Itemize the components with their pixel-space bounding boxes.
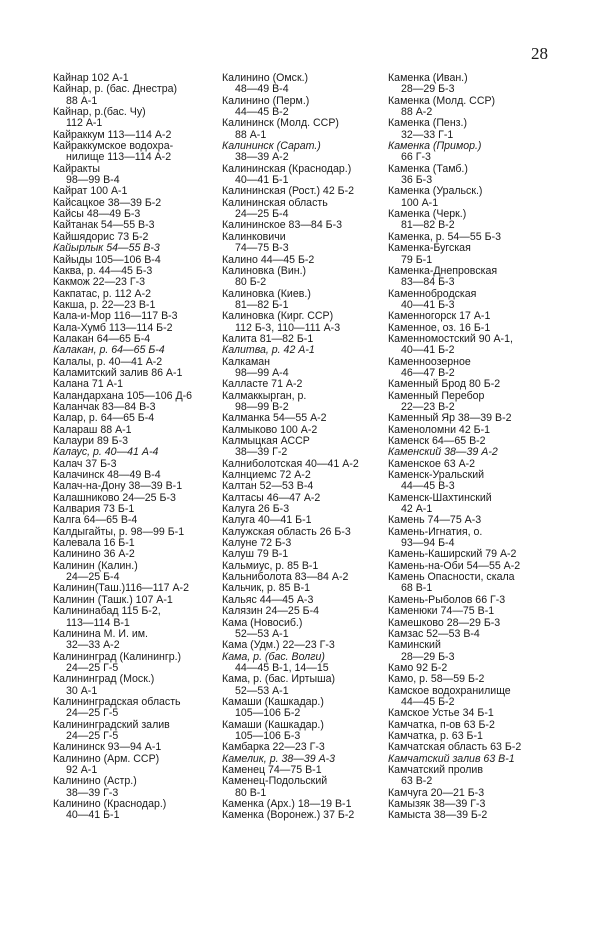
entry-text: Калтасы 46—47 А-2 [222, 491, 321, 504]
entry-text: Кайтанак 54—55 В-3 [53, 219, 155, 232]
entry-text: Каменка, р. 54—55 Б-3 [388, 230, 501, 243]
index-entry [53, 799, 192, 822]
entry-text: Каменка (Пенз.) [388, 117, 468, 130]
entry-text: Калниболотская 40—41 А-2 [222, 457, 359, 470]
entry-text: Калининабад 115 Б-2, [53, 605, 161, 618]
entry-text: Кайнар 102 А-1 [53, 72, 129, 84]
entry-continuation: 88 А-1 [66, 94, 98, 107]
entry-text: Каменка (Арх.) 18—19 В-1 [222, 798, 352, 810]
index-column-3 [388, 73, 521, 822]
entry-continuation: нилище 113—114 А-2 [66, 151, 172, 164]
entry-text: Камо 92 Б-2 [388, 661, 448, 674]
index-entry [53, 629, 192, 652]
entry-continuation: 24—25 Б-4 [66, 571, 120, 584]
entry-text: Калининградская область [53, 695, 181, 708]
entry-text: Камелик, р. 38—39 А-3 [222, 752, 336, 765]
entry-text: Кайракты [53, 162, 100, 175]
entry-text: Калач 37 Б-3 [53, 457, 117, 470]
entry-text: Кальмиус, р. 85 В-1 [222, 559, 319, 572]
index-entry [388, 572, 521, 595]
entry-text: Камчатка, р. 63 Б-1 [388, 729, 483, 742]
entry-continuation: 44—45 В-3 [401, 480, 455, 493]
entry-text: Калмаккырган, р. [222, 389, 307, 402]
index-entry [222, 232, 359, 255]
index-entry [53, 164, 192, 187]
index-entry [388, 118, 521, 141]
index-entry [388, 391, 521, 414]
index-entry [53, 720, 192, 743]
entry-text: Каменногорск 17 А-1 [388, 310, 491, 323]
entry-text: Калнциемс 72 А-2 [222, 469, 311, 482]
entry-text: Каменнобродская [388, 287, 477, 300]
index-entry [53, 561, 192, 584]
entry-text: Каменск-Шахтинский [388, 491, 492, 504]
entry-text: Калуга 40—41 Б-1 [222, 514, 312, 527]
index-column-1 [53, 73, 192, 822]
entry-text: Калининск (Сарат.) [222, 140, 321, 153]
index-entry [222, 289, 359, 312]
entry-text: Калакан, р. 64—65 Б-4 [53, 344, 165, 357]
entry-text: Калинино (Арм. ССР) [53, 752, 160, 765]
index-entry [388, 141, 521, 164]
entry-text: Кайраккумское водохра- [53, 140, 174, 153]
entry-text: Калининград (Калинингр.) [53, 650, 182, 663]
entry-continuation: 52—53 А-1 [235, 627, 289, 640]
index-entry [388, 493, 521, 516]
entry-continuation: 40—41 Б-2 [401, 344, 455, 357]
entry-text: Калинино 36 А-2 [53, 548, 135, 561]
entry-text: Кайсацкое 38—39 Б-2 [53, 196, 162, 209]
entry-text: Камень Опасности, скала [388, 571, 515, 584]
index-entry [388, 334, 521, 357]
entry-continuation: 24—25 Г-5 [66, 661, 119, 674]
entry-text: Калиновка (Киев.) [222, 287, 311, 300]
entry-text: Калар, р. 64—65 Б-4 [53, 412, 155, 425]
entry-continuation: 98—99 В-4 [66, 174, 120, 187]
index-entry [222, 776, 359, 799]
entry-continuation: 88 А-1 [235, 128, 267, 141]
index-entry [222, 164, 359, 187]
entry-continuation: 44—45 Б-2 [401, 695, 455, 708]
index-entry [53, 107, 192, 130]
entry-text: Калининская (Рост.) 42 Б-2 [222, 185, 355, 198]
index-entry [388, 289, 521, 312]
index-entry [222, 311, 359, 334]
entry-continuation: 66 Г-3 [401, 151, 431, 164]
entry-continuation: 32—33 А-2 [66, 639, 120, 652]
index-entry [222, 810, 359, 821]
entry-text: Камчатка, п-ов 63 Б-2 [388, 718, 495, 731]
entry-continuation: 112 Б-3, 110—111 А-3 [235, 321, 341, 334]
entry-continuation: 38—39 Г-3 [66, 786, 119, 799]
entry-text: Калана 71 А-1 [53, 378, 124, 391]
entry-text: Калинино (Омск.) [222, 72, 309, 84]
entry-text: Калинин(Таш.)116—117 А-2 [53, 582, 189, 595]
entry-continuation: 88 А-2 [401, 106, 433, 119]
entry-text: Калязин 24—25 Б-4 [222, 605, 320, 618]
entry-text: Калмыцкая АССР [222, 435, 310, 447]
entry-text: Калкаман [222, 355, 271, 368]
entry-text: Кальчик, р. 85 В-1 [222, 582, 311, 595]
entry-text: Кама, р. (бас. Иртыша) [222, 673, 335, 686]
entry-continuation: 105—106 Б-3 [235, 729, 301, 742]
entry-text: Какпатас, р. 112 А-2 [53, 287, 151, 300]
index-entry [222, 652, 359, 675]
index-entry [388, 73, 521, 96]
entry-text: Кайшядорис 73 Б-2 [53, 230, 149, 243]
index-entry [388, 209, 521, 232]
entry-text: Каменец-Подольский [222, 775, 328, 788]
index-entry [222, 73, 359, 96]
entry-text: Калач-на-Дону 38—39 В-1 [53, 480, 183, 493]
entry-text: Калиновка (Вин.) [222, 264, 307, 277]
entry-text: Калинковичи [222, 230, 286, 243]
index-entry [53, 776, 192, 799]
index-entry [222, 391, 359, 414]
entry-text: Калласте 71 А-2 [222, 378, 303, 391]
entry-text: Калино 44—45 Б-2 [222, 253, 315, 266]
index-entry [388, 266, 521, 289]
index-entry [222, 618, 359, 641]
entry-continuation: 52—53 А-1 [235, 684, 289, 697]
entry-text: Калининск 93—94 А-1 [53, 741, 162, 754]
index-entry [53, 674, 192, 697]
entry-text: Калининградский залив [53, 718, 170, 731]
entry-continuation: 38—39 Г-2 [235, 446, 288, 459]
entry-text: Камбарка 22—23 Г-3 [222, 741, 325, 754]
entry-continuation: 112 А-1 [66, 117, 103, 130]
index-entry [53, 754, 192, 777]
entry-continuation: 32—33 Г-1 [401, 128, 454, 141]
entry-text: Калаус, р. 40—41 А-4 [53, 446, 159, 459]
entry-continuation: 48—49 В-4 [235, 83, 289, 96]
entry-continuation: 30 А-1 [66, 684, 98, 697]
entry-text: Камчатский залив 63 В-1 [388, 752, 515, 765]
entry-text: Калачинск 48—49 В-4 [53, 469, 161, 482]
entry-text: Кайсы 48—49 Б-3 [53, 208, 141, 221]
entry-continuation: 74—75 В-3 [235, 242, 289, 255]
entry-continuation: 28—29 Б-3 [401, 83, 455, 96]
entry-text: Калужская область 26 Б-3 [222, 525, 351, 538]
entry-continuation: 63 В-2 [401, 775, 433, 788]
entry-continuation: 44—45 В-1, 14—15 [235, 661, 329, 674]
index-entry [222, 357, 359, 380]
index-entry [222, 720, 359, 743]
index-entry [53, 697, 192, 720]
entry-text: Каменское 63 А-2 [388, 457, 476, 470]
entry-continuation: 98—99 А-4 [235, 366, 289, 379]
index-entry [388, 470, 521, 493]
entry-continuation: 24—25 Б-4 [235, 208, 289, 221]
entry-text: Камень-Каширский 79 А-2 [388, 548, 517, 561]
entry-text: Калуне 72 Б-3 [222, 537, 292, 550]
entry-text: Кала-и-Мор 116—117 В-3 [53, 310, 178, 323]
index-entry [222, 96, 359, 119]
entry-text: Кама (Удм.) 22—23 Г-3 [222, 639, 335, 652]
index-entry [222, 141, 359, 164]
index-entry [388, 810, 521, 821]
entry-continuation: 36 Б-3 [401, 174, 433, 187]
index-entry [388, 357, 521, 380]
entry-text: Калвария 73 Б-1 [53, 503, 135, 516]
entry-text: Кальяс 44—45 А-3 [222, 593, 314, 606]
entry-text: Каменный Брод 80 Б-2 [388, 378, 501, 391]
entry-text: Камчатский пролив [388, 763, 483, 776]
entry-text: Камень-на-Оби 54—55 А-2 [388, 559, 521, 572]
entry-text: Калинино (Перм.) [222, 94, 310, 107]
entry-continuation: 98—99 В-2 [235, 400, 289, 413]
entry-continuation: 92 А-1 [66, 763, 98, 776]
index-entry [53, 84, 192, 107]
page-number: 28 [531, 44, 548, 63]
entry-text: Калевала 16 Б-1 [53, 537, 135, 550]
entry-text: Калининград (Моск.) [53, 673, 155, 686]
entry-text: Камо, р. 58—59 Б-2 [388, 673, 485, 686]
index-entry [388, 765, 521, 788]
entry-text: Калаури 89 Б-3 [53, 435, 129, 447]
entry-text: Калинин (Ташк.) 107 А-1 [53, 593, 173, 606]
entry-text: Калалы, р. 40—41 А-2 [53, 355, 163, 368]
entry-text: Каменноозерное [388, 355, 471, 368]
entry-text: Каменный Перебор [388, 389, 485, 402]
index-entry [222, 697, 359, 720]
entry-text: Калакан 64—65 Б-4 [53, 332, 151, 345]
entry-text: Кайраккум 113—114 А-2 [53, 128, 172, 141]
entry-text: Каламитский залив 86 А-1 [53, 366, 183, 379]
entry-text: Калининское 83—84 Б-3 [222, 219, 343, 232]
entry-text: Кала-Хумб 113—114 Б-2 [53, 321, 173, 334]
entry-text: Кайрат 100 А-1 [53, 185, 128, 198]
entry-continuation: 79 Б-1 [401, 253, 433, 266]
entry-text: Каква, р. 44—45 Б-3 [53, 264, 153, 277]
index-entry [53, 141, 192, 164]
entry-text: Кама (Новосиб.) [222, 616, 303, 629]
index-entry [222, 436, 359, 459]
entry-text: Каменск-Уральский [388, 469, 485, 482]
entry-continuation: 24—25 Г-5 [66, 729, 119, 742]
entry-text: Калараш 88 А-1 [53, 423, 132, 436]
entry-continuation: 22—23 В-2 [401, 400, 455, 413]
entry-continuation: 80 Б-2 [235, 276, 267, 289]
entry-text: Кама, р. (бас. Волги) [222, 650, 325, 663]
entry-continuation: 40—41 Б-1 [235, 174, 289, 187]
entry-text: Камень 74—75 А-3 [388, 514, 482, 527]
entry-continuation: 81—82 В-2 [401, 219, 455, 232]
entry-continuation: 80 В-1 [235, 786, 267, 799]
index-entry [222, 266, 359, 289]
entry-text: Каменка (Черк.) [388, 208, 467, 221]
entry-continuation: 83—84 Б-3 [401, 276, 455, 289]
entry-text: Камаши (Кашкадар.) [222, 718, 324, 731]
entry-text: Каменка (Иван.) [388, 72, 468, 84]
entry-text: Камень-Игнатия, о. [388, 525, 483, 538]
index-entry [222, 118, 359, 141]
entry-text: Калашниково 24—25 Б-3 [53, 491, 176, 504]
index-entry [388, 640, 521, 663]
entry-text: Кайырлык 54—55 В-3 [53, 242, 160, 255]
entry-text: Камзас 52—53 В-4 [388, 627, 480, 640]
entry-text: Каланчак 83—84 В-3 [53, 400, 156, 413]
entry-text: Калманка 54—55 А-2 [222, 412, 327, 425]
entry-text: Каменка (Молд. ССР) [388, 94, 496, 107]
entry-text: Камчатская область 63 Б-2 [388, 741, 522, 754]
entry-text: Калиновка (Кирг. ССР) [222, 310, 334, 323]
index-entry [388, 186, 521, 209]
entry-text: Калуш 79 В-1 [222, 548, 289, 561]
entry-text: Кайнар, р. (бас. Днестра) [53, 83, 178, 96]
entry-text: Кальниболота 83—84 А-2 [222, 571, 349, 584]
entry-text: Камаши (Кашкадар.) [222, 695, 324, 708]
entry-text: Камызяк 38—39 Г-3 [388, 798, 486, 810]
entry-text: Калининская (Краснодар.) [222, 162, 352, 175]
entry-text: Каменоломни 42 Б-1 [388, 423, 491, 436]
index-entry [53, 606, 192, 629]
index-entry [388, 686, 521, 709]
entry-continuation: 100 А-1 [401, 196, 439, 209]
entry-text: Каменск 64—65 В-2 [388, 435, 486, 447]
entry-continuation: 28—29 Б-3 [401, 650, 455, 663]
entry-continuation: 46—47 В-2 [401, 366, 455, 379]
entry-text: Калининск (Молд. ССР) [222, 117, 339, 130]
entry-continuation: 40—41 Б-1 [66, 809, 120, 822]
entry-text: Калга 64—65 В-4 [53, 514, 138, 527]
entry-text: Каминский [388, 639, 441, 652]
entry-continuation: 81—82 Б-1 [235, 298, 289, 311]
entry-text: Калдыгайты, р. 98—99 Б-1 [53, 525, 185, 538]
entry-continuation: 93—94 Б-4 [401, 537, 455, 550]
entry-text: Калинино (Краснодар.) [53, 798, 167, 810]
index-entry [388, 164, 521, 187]
entry-continuation: 105—106 Б-2 [235, 707, 301, 720]
entry-text: Калинин (Калин.) [53, 559, 138, 572]
entry-continuation: 24—25 Г-5 [66, 707, 119, 720]
entry-text: Калининская область [222, 196, 328, 209]
entry-text: Какша, р. 22—23 В-1 [53, 298, 156, 311]
index-entry [53, 652, 192, 675]
entry-continuation: 113—114 В-1 [66, 616, 130, 629]
entry-text: Камыста 38—39 Б-2 [388, 809, 488, 822]
entry-continuation: 44—45 В-2 [235, 106, 289, 119]
entry-text: Каменский 38—39 А-2 [388, 446, 498, 459]
entry-continuation: 42 А-1 [401, 503, 433, 516]
entry-text: Каменное, оз. 16 Б-1 [388, 321, 491, 334]
entry-text: Каменный Яр 38—39 В-2 [388, 412, 512, 425]
entry-text: Каландархана 105—106 Д-6 [53, 389, 193, 402]
index-entry [388, 96, 521, 119]
entry-text: Калинина М. И. им. [53, 627, 148, 640]
entry-text: Каменец 74—75 В-1 [222, 763, 322, 776]
entry-text: Камское водохранилище [388, 684, 511, 697]
entry-text: Калуга 26 Б-3 [222, 503, 290, 516]
entry-text: Кайнар, р.(бас. Чу) [53, 106, 146, 119]
index-entry [388, 243, 521, 266]
entry-text: Каменка (Тамб.) [388, 162, 468, 175]
entry-text: Калита 81—82 Б-1 [222, 332, 314, 345]
entry-text: Каменка (Уральск.) [388, 185, 483, 198]
entry-text: Каменка (Примор.) [388, 140, 482, 153]
entry-text: Калитва, р. 42 А-1 [222, 344, 315, 357]
entry-text: Камень-Рыболов 66 Г-3 [388, 593, 506, 606]
entry-text: Каменка-Бугская [388, 242, 471, 255]
index-entry [222, 198, 359, 221]
entry-text: Камешково 28—29 Б-3 [388, 616, 501, 629]
entry-continuation: 40—41 Б-3 [401, 298, 455, 311]
entry-text: Калтан 52—53 В-4 [222, 480, 314, 493]
entry-text: Калинино (Астр.) [53, 775, 137, 788]
entry-text: Камское Устье 34 Б-1 [388, 707, 494, 720]
index-column-2 [222, 73, 359, 822]
entry-text: Кайыды 105—106 В-4 [53, 253, 161, 266]
entry-continuation: 68 В-1 [401, 582, 433, 595]
entry-text: Камчуга 20—21 Б-3 [388, 786, 485, 799]
entry-text: Каменка (Воронеж.) 37 Б-2 [222, 809, 355, 822]
entry-text: Какмож 22—23 Г-3 [53, 276, 146, 289]
index-entry [222, 674, 359, 697]
index-entry [388, 527, 521, 550]
entry-text: Калмыково 100 А-2 [222, 423, 318, 436]
entry-text: Каменюки 74—75 В-1 [388, 605, 495, 618]
entry-text: Каменка-Днепровская [388, 264, 498, 277]
entry-text: Каменномостский 90 А-1, [388, 332, 513, 345]
entry-continuation: 38—39 А-2 [235, 151, 289, 164]
